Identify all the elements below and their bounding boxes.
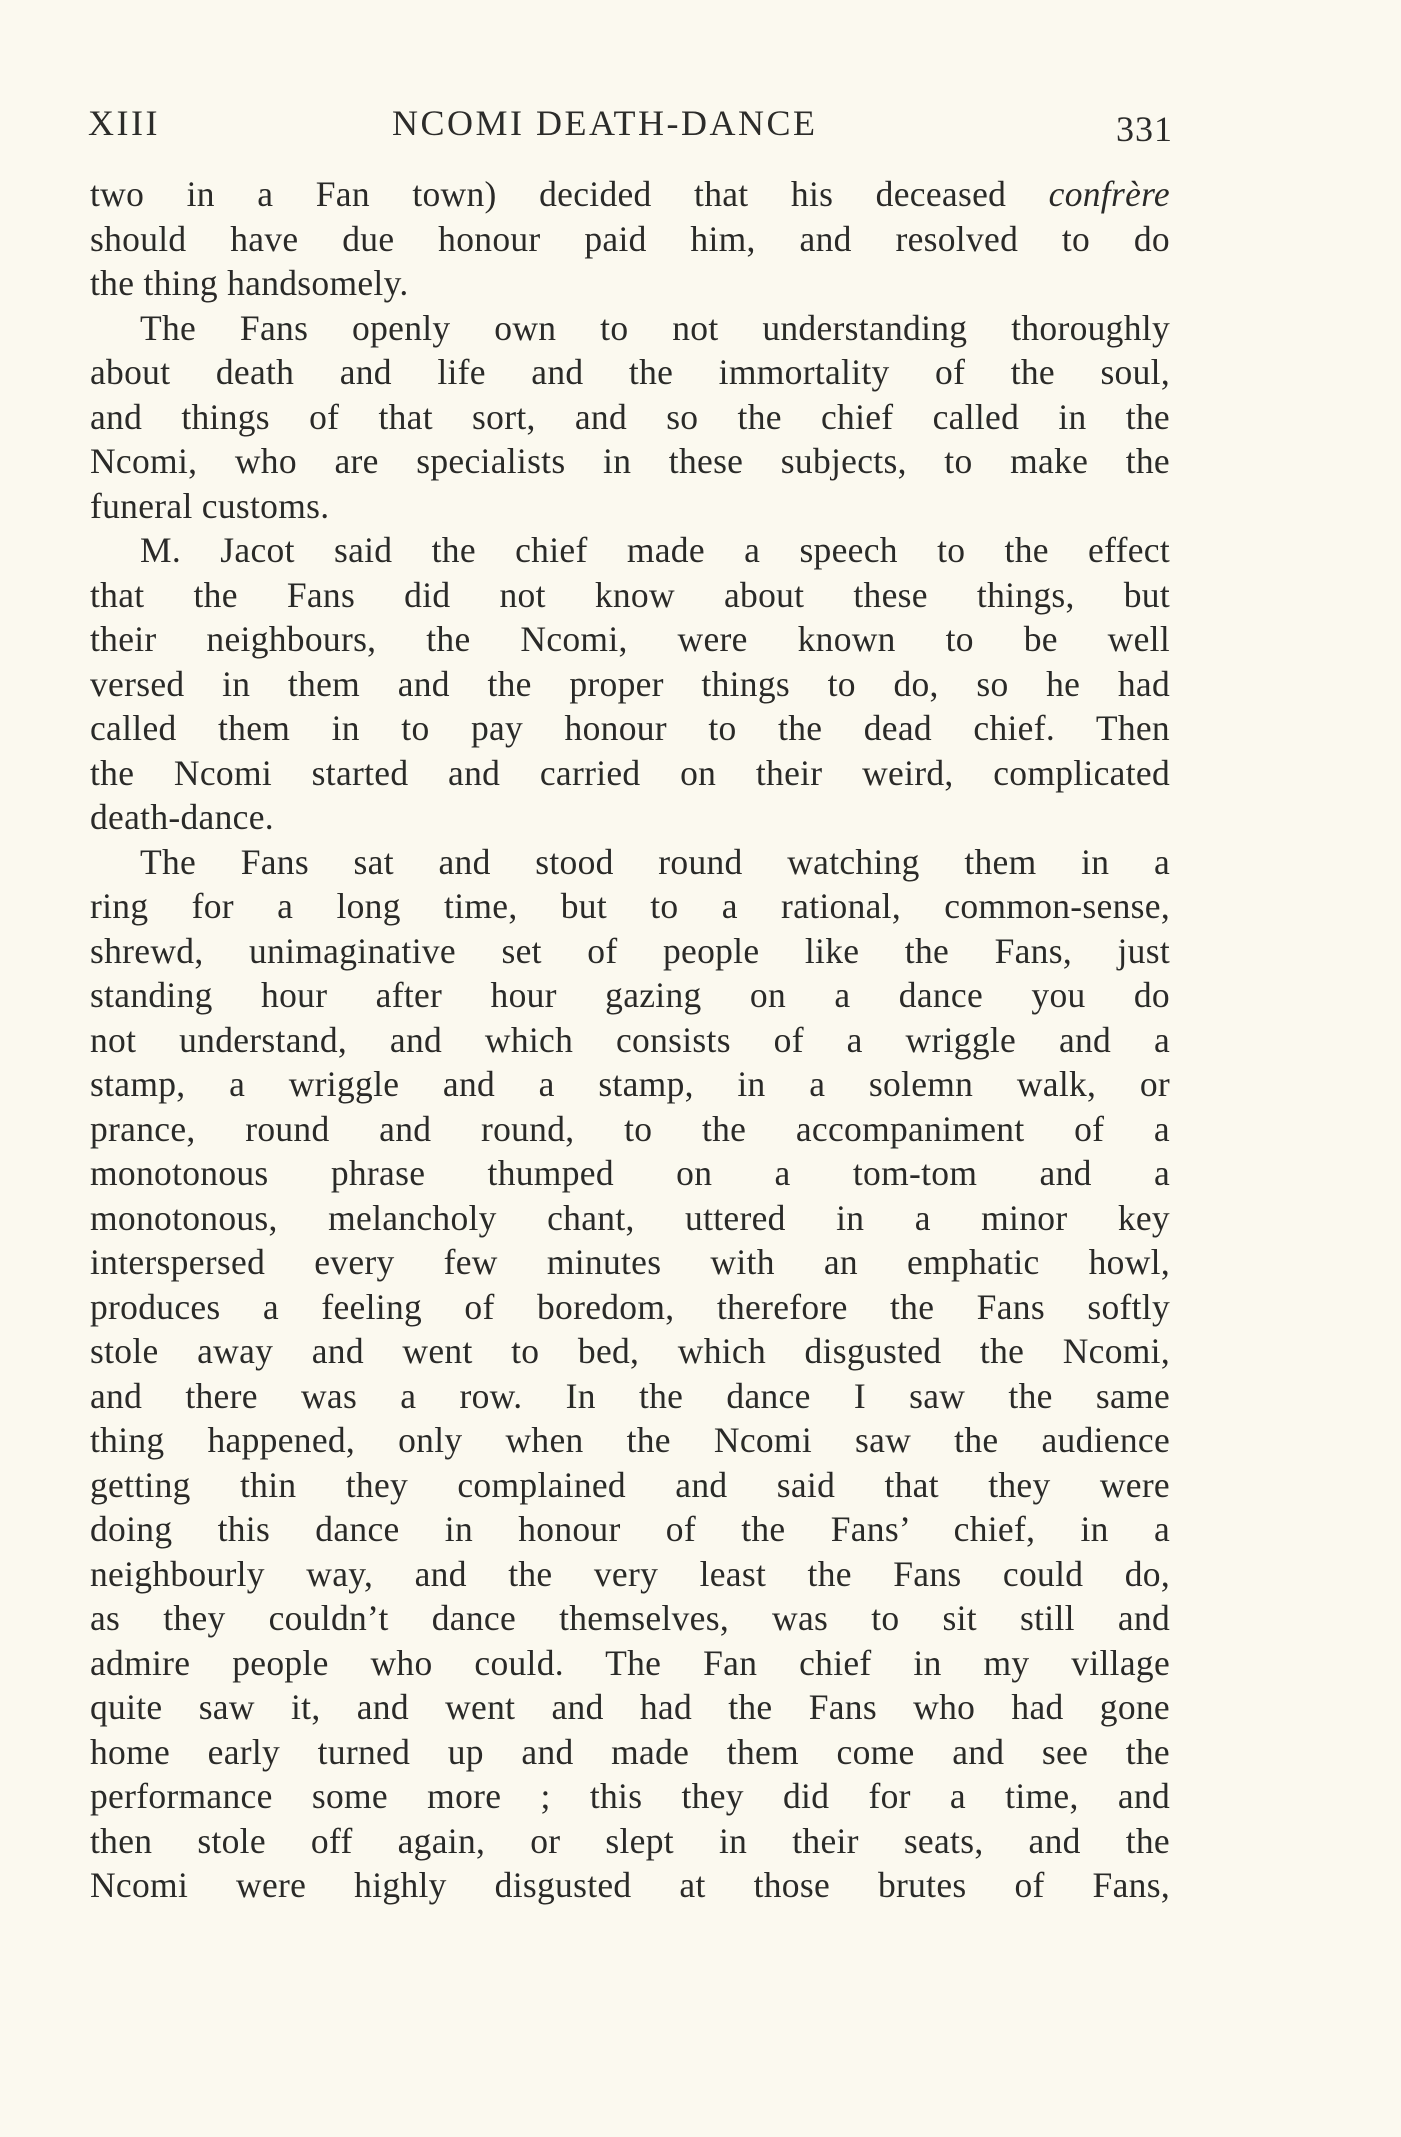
text-line-content: and things of that sort, and so the chief called in the <box>90 396 1170 437</box>
text-line <box>90 395 1170 440</box>
text-line-content: quite saw it, and went and had the Fans who had gone <box>90 1687 1170 1727</box>
italic-word: confrère <box>1048 174 1170 214</box>
text-line <box>90 217 1170 262</box>
page-number: 331 <box>1116 109 1173 149</box>
text-line <box>90 884 1170 929</box>
text-line <box>90 662 1170 707</box>
text-line-content: monotonous, melancholy chant, uttered in a minor key <box>90 1197 1170 1238</box>
text-line-content: the Ncomi started and carried on their weird, complicated <box>90 752 1170 793</box>
text-line <box>90 350 1170 395</box>
text-line <box>90 1463 1170 1508</box>
text-line-content: then stole off again, or slept in their seats, and the <box>90 1820 1170 1861</box>
text-line <box>90 1819 1170 1864</box>
text-line-content: the thing handsomely. <box>90 263 409 303</box>
text-line-content: and there was a row. In the dance I saw the same <box>90 1375 1170 1416</box>
text-line <box>90 1685 1170 1730</box>
text-line-content: standing hour after hour gazing on a dance you do <box>90 975 1170 1015</box>
text-line <box>90 439 1170 484</box>
text-line-content: stamp, a wriggle and a stamp, in a solemn walk, or <box>90 1064 1170 1104</box>
running-title: NCOMI DEATH-DANCE <box>392 103 818 143</box>
text-line-content: stole away and went to bed, which disgusted the Ncomi, <box>90 1331 1170 1371</box>
text-line <box>90 1151 1170 1196</box>
text-line <box>90 484 1170 529</box>
text-line-content: thing happened, only when the Ncomi saw the audience <box>90 1420 1170 1460</box>
body-text <box>90 172 1170 1908</box>
text-line <box>90 929 1170 974</box>
text-line-content: admire people who could. The Fan chief in my village <box>90 1642 1170 1683</box>
text-line <box>90 1196 1170 1241</box>
text-line-content: home early turned up and made them come and see the <box>90 1731 1170 1772</box>
text-line-content: prance, round and round, to the accompaniment of a <box>90 1108 1170 1149</box>
text-line <box>90 973 1170 1018</box>
text-line-content: their neighbours, the Ncomi, were known to be well <box>90 619 1170 659</box>
text-line-content: should have due honour paid him, and resolved to do <box>90 218 1170 259</box>
running-head <box>88 102 1173 150</box>
text-line-content: funeral customs. <box>90 485 330 526</box>
text-line <box>90 1863 1170 1908</box>
text-line <box>90 1240 1170 1285</box>
text-line-content: interspersed every few minutes with an emphatic howl, <box>90 1242 1170 1282</box>
text-line-content: The Fans openly own to not understanding thoroughly <box>140 307 1170 348</box>
text-line-content: two in a Fan town) decided that his deceased <box>90 174 1049 214</box>
text-line <box>90 1596 1170 1641</box>
text-line-content: produces a feeling of boredom, therefore the Fans softly <box>90 1286 1170 1327</box>
text-line-content: Ncomi, who are specialists in these subjects, to make the <box>90 441 1170 481</box>
text-line <box>90 795 1170 840</box>
text-line <box>90 840 1170 885</box>
text-line <box>90 617 1170 662</box>
text-line <box>90 706 1170 751</box>
text-line-content: performance some more ; this they did for a time, and <box>90 1776 1170 1816</box>
text-line-content: monotonous phrase thumped on a tom-tom and a <box>90 1153 1170 1193</box>
text-line <box>90 751 1170 796</box>
text-line-content: versed in them and the proper things to do, so he had <box>90 663 1170 704</box>
text-line-content: doing this dance in honour of the Fans’ chief, in a <box>90 1509 1170 1549</box>
text-line-content: getting thin they complained and said that they were <box>90 1464 1170 1505</box>
text-line-content: about death and life and the immortality of the soul, <box>90 352 1170 392</box>
chapter-number: XIII <box>88 103 160 143</box>
text-line <box>90 172 1170 217</box>
text-line-content: as they couldn’t dance themselves, was to sit still and <box>90 1598 1170 1638</box>
text-line-content: that the Fans did not know about these things, but <box>90 574 1170 615</box>
text-line <box>90 573 1170 618</box>
text-line-content: called them in to pay honour to the dead chief. Then <box>90 708 1170 748</box>
text-line <box>90 1107 1170 1152</box>
text-line-content: Ncomi were highly disgusted at those brutes of Fans, <box>90 1865 1170 1905</box>
text-line <box>90 261 1170 306</box>
text-line-content: ring for a long time, but to a rational, common-sense, <box>90 886 1170 926</box>
text-line-content: death-dance. <box>90 797 274 837</box>
text-line <box>90 1018 1170 1063</box>
text-line <box>90 528 1170 573</box>
text-line <box>90 1062 1170 1107</box>
text-line <box>90 1774 1170 1819</box>
text-line-content: M. Jacot said the chief made a speech to the effect <box>140 530 1170 570</box>
text-line <box>90 1641 1170 1686</box>
text-line <box>90 306 1170 351</box>
text-line <box>90 1507 1170 1552</box>
text-line <box>90 1418 1170 1463</box>
text-line <box>90 1552 1170 1597</box>
text-line <box>90 1374 1170 1419</box>
text-line <box>90 1329 1170 1374</box>
text-line-content: neighbourly way, and the very least the Fans could do, <box>90 1553 1170 1594</box>
text-line-content: The Fans sat and stood round watching them in a <box>140 841 1170 882</box>
text-line <box>90 1285 1170 1330</box>
text-line <box>90 1730 1170 1775</box>
text-line-content: not understand, and which consists of a wriggle and a <box>90 1019 1170 1060</box>
text-line-content: shrewd, unimaginative set of people like the Fans, just <box>90 930 1170 971</box>
